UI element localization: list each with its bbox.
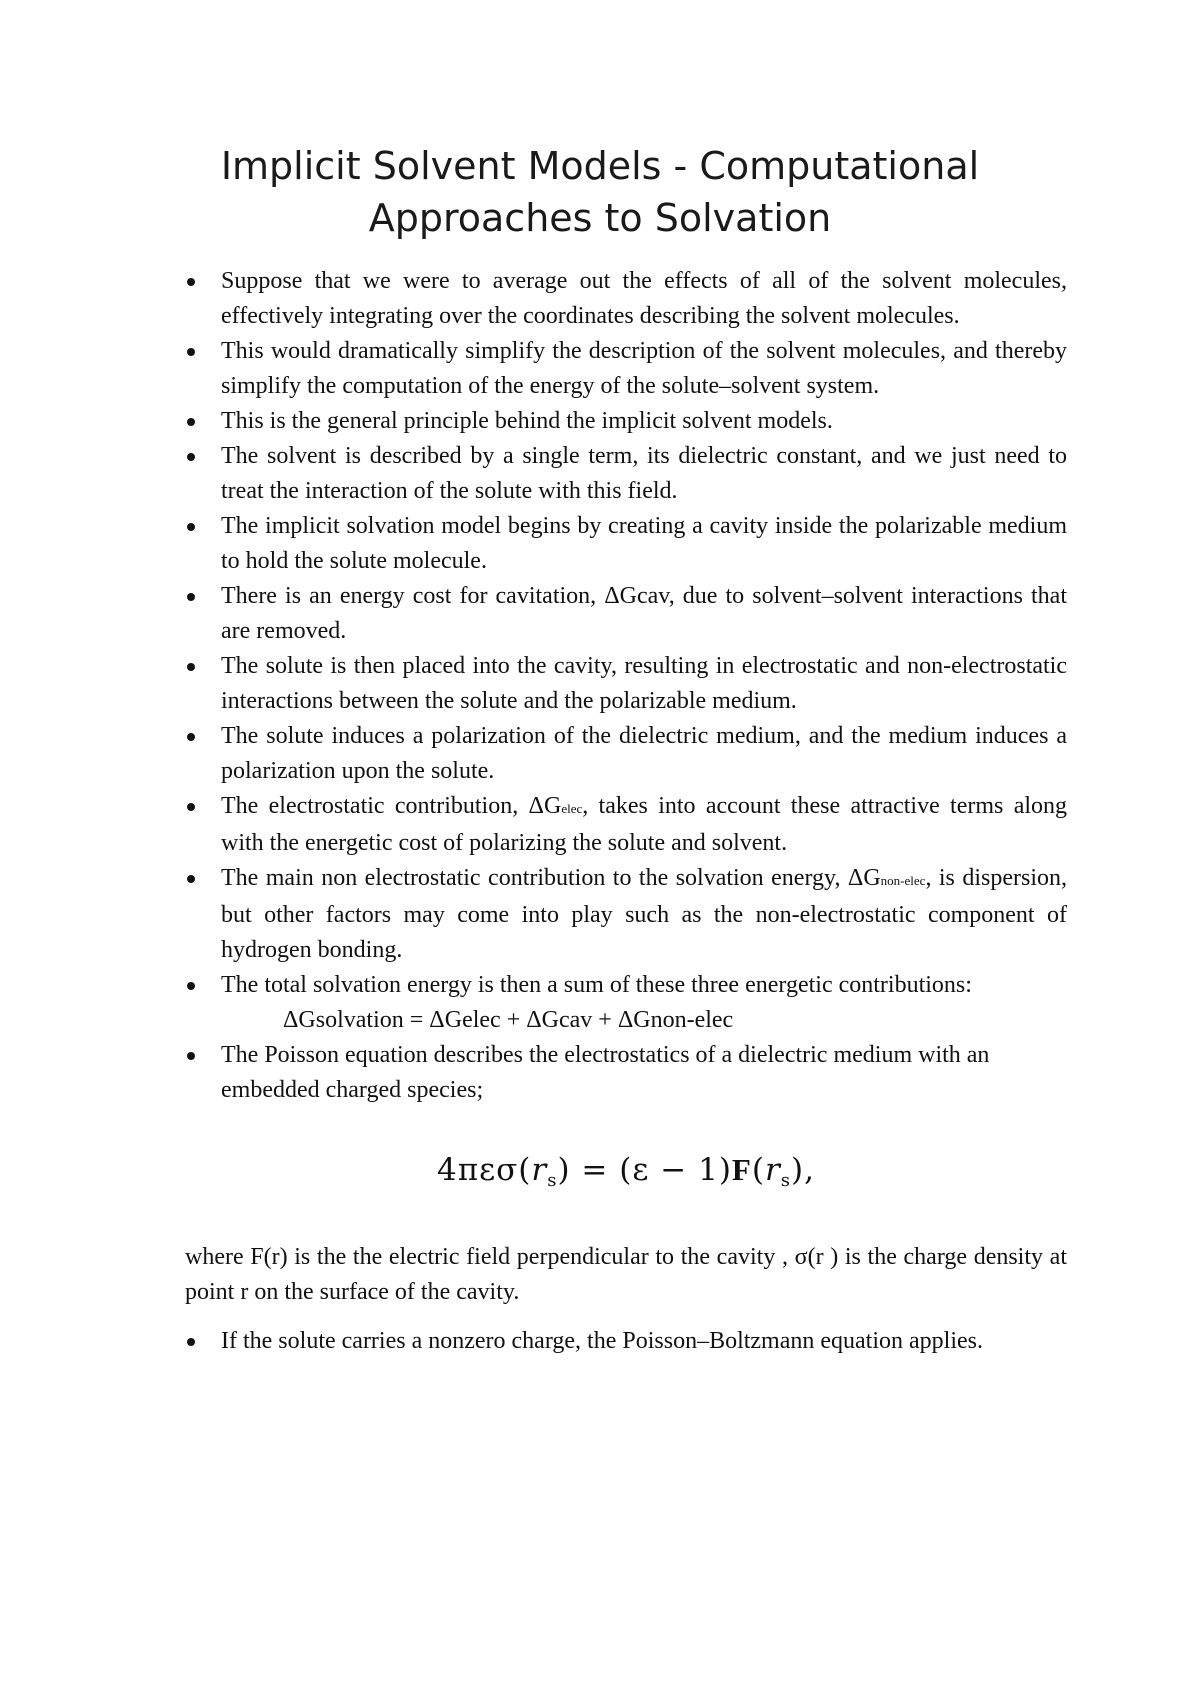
list-item: The solvent is described by a single term, its dielectric constant, and we just need to treat the interaction of the solute with this field.	[185, 439, 1067, 509]
bullet-icon	[187, 453, 195, 461]
list-item-poisson: The Poisson equation describes the electrostatics of a dielectric medium with an embedded charged species;	[185, 1038, 1067, 1108]
bullet-icon	[187, 278, 195, 286]
list-item-nonelec: The main non electrostatic contribution to the solvation energy, ΔGnon-elec, is dispersion, but other factors may come into play such as the non-electrostatic component of hydrogen bonding.	[185, 861, 1067, 968]
list-item: The solute induces a polarization of the dielectric medium, and the medium induces a polarization upon the solute.	[185, 719, 1067, 789]
bullet-icon	[187, 523, 195, 531]
bullet-icon	[187, 348, 195, 356]
title-line-1: Implicit Solvent Models - Computational	[220, 144, 980, 188]
bullet-icon	[187, 418, 195, 426]
bullet-list	[185, 264, 1067, 1108]
body-paragraph: where F(r) is the the electric field perpendicular to the cavity , σ(r ) is the charge density at point r on the surface of the cavity.	[185, 1244, 1067, 1305]
document-body	[185, 264, 1067, 1359]
bullet-icon	[187, 663, 195, 671]
solvation-equation: ΔGsolvation = ΔGelec + ΔGcav + ΔGnon-elec	[283, 1007, 734, 1033]
list-item-elec: The electrostatic contribution, ΔGelec, takes into account these attractive terms along with the energetic cost of polarizing the solute and solvent.	[185, 789, 1067, 861]
bullet-icon	[187, 593, 195, 601]
bullet-icon	[187, 982, 195, 990]
list-item: The solute is then placed into the cavity, resulting in electrostatic and non-electrostatic interactions between the solute and the polarizable medium.	[185, 649, 1067, 719]
list-item-total: The total solvation energy is then a sum of these three energetic contributions: ΔGsolvation = ΔGelec + ΔGcav + ΔGnon-elec	[185, 968, 1067, 1038]
bullet-icon	[187, 733, 195, 741]
subscript-elec: elec	[561, 801, 583, 816]
page-title	[150, 140, 1050, 244]
bullet-icon	[187, 1052, 195, 1060]
list-item: This would dramatically simplify the description of the solvent molecules, and thereby simplify the computation of the energy of the solute–solvent system.	[185, 334, 1067, 404]
list-item: This is the general principle behind the implicit solvent models.	[185, 404, 1067, 439]
poisson-equation: 4πεσ(rs) = (ε − 1)F(rs),	[436, 1152, 815, 1191]
list-item: The implicit solvation model begins by creating a cavity inside the polarizable medium to hold the solute molecule.	[185, 509, 1067, 579]
list-item: If the solute carries a nonzero charge, the Poisson–Boltzmann equation applies.	[185, 1324, 1067, 1359]
list-item: There is an energy cost for cavitation, ΔGcav, due to solvent–solvent interactions that are removed.	[185, 579, 1067, 649]
title-line-2: Approaches to Solvation	[368, 196, 832, 240]
bullet-list-2	[185, 1324, 1067, 1359]
bullet-icon	[187, 875, 195, 883]
bullet-icon	[187, 1338, 195, 1346]
list-item: Suppose that we were to average out the effects of all of the solvent molecules, effectively integrating over the coordinates describing the solvent molecules.	[185, 264, 1067, 334]
subscript-non-elec: non-elec	[880, 873, 926, 888]
bullet-icon	[187, 803, 195, 811]
